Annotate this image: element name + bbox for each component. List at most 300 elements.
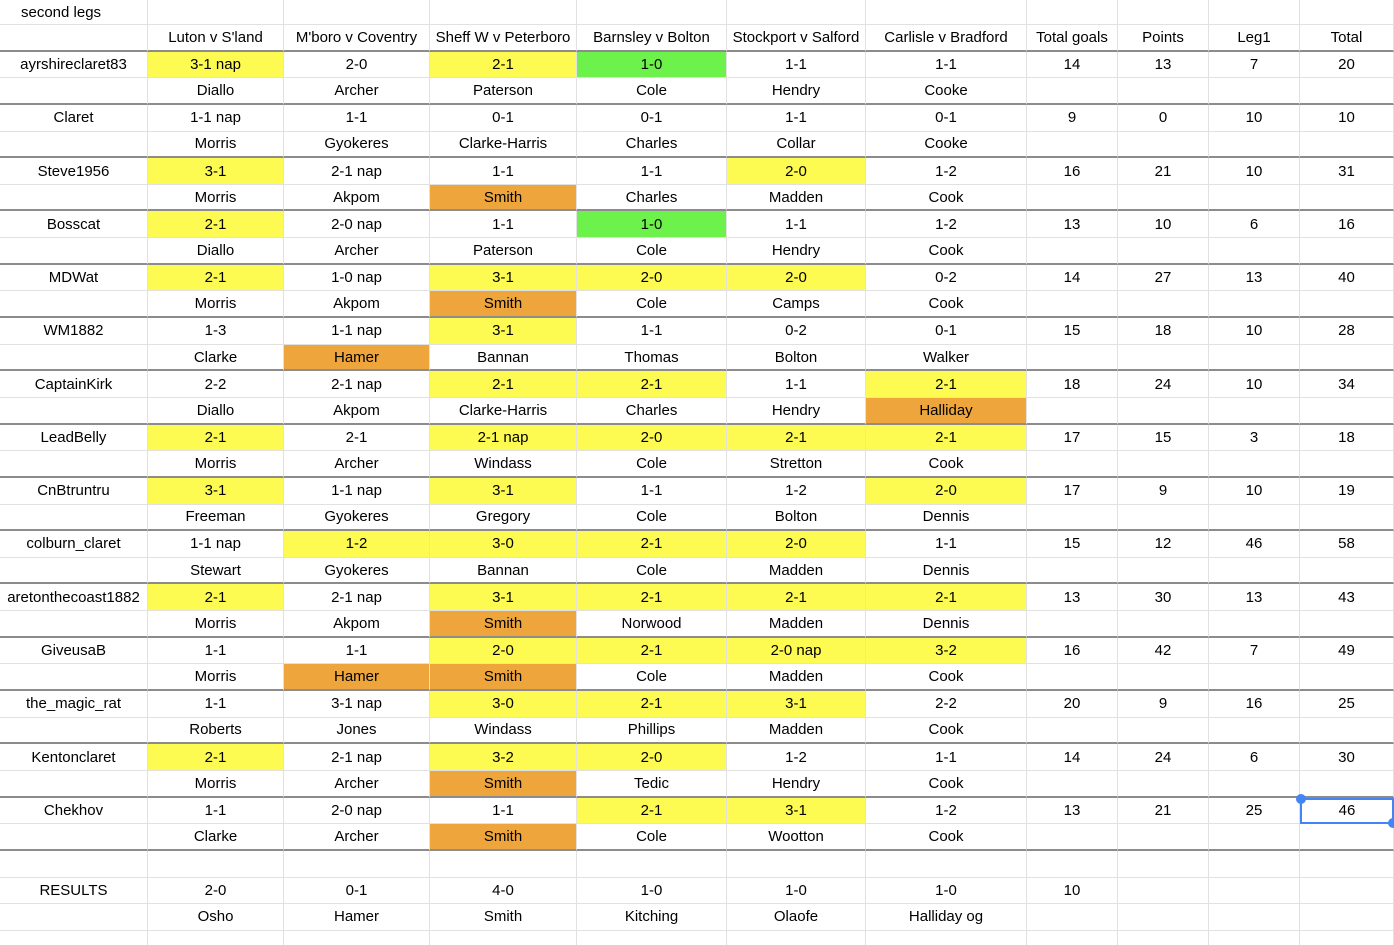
scorer-cell[interactable]: Windass xyxy=(430,451,577,478)
score-cell[interactable]: 1-1 xyxy=(727,105,866,132)
scorer-cell[interactable]: Cook xyxy=(866,451,1027,478)
empty-stat-cell[interactable] xyxy=(1209,345,1300,372)
player-name-cell[interactable]: CnBtruntru xyxy=(0,478,148,505)
scorer-cell[interactable]: Smith xyxy=(430,771,577,798)
scorer-cell[interactable]: Halliday xyxy=(866,398,1027,425)
empty-stat-cell[interactable] xyxy=(1209,558,1300,585)
scorer-cell[interactable]: Gregory xyxy=(430,505,577,532)
empty-cell[interactable] xyxy=(430,851,577,878)
empty-name-cell[interactable] xyxy=(0,451,148,478)
scorer-cell[interactable]: Akpom xyxy=(284,398,430,425)
empty-stat-cell[interactable] xyxy=(1118,398,1209,425)
score-cell[interactable]: 1-1 xyxy=(430,211,577,238)
score-cell[interactable]: 1-1 nap xyxy=(284,478,430,505)
score-cell[interactable]: 1-1 xyxy=(148,798,284,825)
scorer-cell[interactable]: Hamer xyxy=(284,664,430,691)
stat-cell[interactable]: 20 xyxy=(1027,691,1118,718)
score-cell[interactable]: 1-0 nap xyxy=(284,265,430,292)
empty-cell[interactable] xyxy=(1209,931,1300,945)
empty-stat-cell[interactable] xyxy=(1209,664,1300,691)
empty-stat-cell[interactable] xyxy=(1027,78,1118,105)
scorer-cell[interactable]: Diallo xyxy=(148,78,284,105)
empty-stat-cell[interactable] xyxy=(1027,558,1118,585)
scorer-cell[interactable]: Freeman xyxy=(148,505,284,532)
player-name-cell[interactable]: WM1882 xyxy=(0,318,148,345)
stat-cell[interactable]: 42 xyxy=(1118,638,1209,665)
scorer-cell[interactable]: Clarke xyxy=(148,345,284,372)
scorer-cell[interactable]: Cole xyxy=(577,451,727,478)
empty-stat-cell[interactable] xyxy=(1209,291,1300,318)
scorer-cell[interactable]: Smith xyxy=(430,611,577,638)
empty-cell[interactable] xyxy=(284,931,430,945)
score-cell[interactable]: 3-0 xyxy=(430,531,577,558)
empty-stat-cell[interactable] xyxy=(1118,505,1209,532)
empty-stat-cell[interactable] xyxy=(1300,824,1394,851)
result-scorer-cell[interactable]: Osho xyxy=(148,904,284,931)
scorer-cell[interactable]: Hendry xyxy=(727,398,866,425)
stat-cell[interactable]: 15 xyxy=(1118,425,1209,452)
empty-name-cell[interactable] xyxy=(0,824,148,851)
score-cell[interactable]: 1-2 xyxy=(866,211,1027,238)
score-cell[interactable]: 2-0 nap xyxy=(284,211,430,238)
empty-stat-cell[interactable] xyxy=(1118,345,1209,372)
result-scorer-cell[interactable]: Hamer xyxy=(284,904,430,931)
scorer-cell[interactable]: Hamer xyxy=(284,345,430,372)
empty-cell[interactable] xyxy=(284,0,430,25)
stat-cell[interactable]: 25 xyxy=(1300,691,1394,718)
scorer-cell[interactable]: Cole xyxy=(577,824,727,851)
score-cell[interactable]: 2-0 xyxy=(430,638,577,665)
result-scorer-cell[interactable]: Halliday og xyxy=(866,904,1027,931)
score-cell[interactable]: 3-1 xyxy=(430,265,577,292)
column-header-carlisle[interactable]: Carlisle v Bradford xyxy=(866,25,1027,52)
empty-cell[interactable] xyxy=(1118,851,1209,878)
score-cell[interactable]: 3-1 xyxy=(430,478,577,505)
empty-cell[interactable] xyxy=(1300,0,1394,25)
scorer-cell[interactable]: Windass xyxy=(430,718,577,745)
score-cell[interactable]: 1-2 xyxy=(727,478,866,505)
score-cell[interactable]: 2-0 xyxy=(284,52,430,79)
empty-stat-cell[interactable] xyxy=(1300,238,1394,265)
empty-stat-cell[interactable] xyxy=(1300,185,1394,212)
score-cell[interactable]: 1-1 nap xyxy=(148,105,284,132)
empty-cell[interactable] xyxy=(1209,851,1300,878)
player-name-cell[interactable]: aretonthecoast1882 xyxy=(0,584,148,611)
score-cell[interactable]: 2-1 xyxy=(148,744,284,771)
stat-cell[interactable]: 12 xyxy=(1118,531,1209,558)
scorer-cell[interactable]: Tedic xyxy=(577,771,727,798)
empty-stat-cell[interactable] xyxy=(1118,558,1209,585)
stat-cell[interactable]: 7 xyxy=(1209,52,1300,79)
result-score-cell[interactable]: 1-0 xyxy=(727,878,866,905)
score-cell[interactable]: 0-1 xyxy=(866,105,1027,132)
result-scorer-cell[interactable]: Olaofe xyxy=(727,904,866,931)
stat-cell[interactable]: 10 xyxy=(1209,478,1300,505)
empty-cell[interactable] xyxy=(284,851,430,878)
score-cell[interactable]: 3-1 xyxy=(727,691,866,718)
empty-stat-cell[interactable] xyxy=(1118,238,1209,265)
score-cell[interactable]: 1-1 nap xyxy=(284,318,430,345)
scorer-cell[interactable]: Charles xyxy=(577,398,727,425)
score-cell[interactable]: 2-0 xyxy=(577,744,727,771)
scorer-cell[interactable]: Cook xyxy=(866,824,1027,851)
empty-stat-cell[interactable] xyxy=(1209,238,1300,265)
empty-stat-cell[interactable] xyxy=(1118,904,1209,931)
empty-stat-cell[interactable] xyxy=(1300,78,1394,105)
score-cell[interactable]: 1-1 xyxy=(727,371,866,398)
stat-cell[interactable]: 15 xyxy=(1027,318,1118,345)
score-cell[interactable]: 2-1 nap xyxy=(284,158,430,185)
empty-cell[interactable] xyxy=(727,851,866,878)
empty-cell[interactable] xyxy=(866,851,1027,878)
empty-stat-cell[interactable] xyxy=(1118,824,1209,851)
score-cell[interactable]: 1-0 xyxy=(577,52,727,79)
score-cell[interactable]: 2-0 xyxy=(727,158,866,185)
empty-stat-cell[interactable] xyxy=(1300,505,1394,532)
scorer-cell[interactable]: Morris xyxy=(148,664,284,691)
score-cell[interactable]: 3-0 xyxy=(430,691,577,718)
scorer-cell[interactable]: Cole xyxy=(577,505,727,532)
empty-stat-cell[interactable] xyxy=(1300,878,1394,905)
result-scorer-cell[interactable]: Smith xyxy=(430,904,577,931)
stat-cell[interactable]: 6 xyxy=(1209,211,1300,238)
empty-stat-cell[interactable] xyxy=(1209,132,1300,159)
column-header-mboro[interactable]: M'boro v Coventry xyxy=(284,25,430,52)
empty-stat-cell[interactable] xyxy=(1027,291,1118,318)
empty-stat-cell[interactable] xyxy=(1118,132,1209,159)
stat-cell[interactable]: 7 xyxy=(1209,638,1300,665)
empty-stat-cell[interactable] xyxy=(1209,878,1300,905)
empty-stat-cell[interactable] xyxy=(1209,611,1300,638)
empty-name-cell[interactable] xyxy=(0,611,148,638)
score-cell[interactable]: 2-1 xyxy=(577,584,727,611)
empty-stat-cell[interactable] xyxy=(1300,558,1394,585)
scorer-cell[interactable]: Smith xyxy=(430,824,577,851)
result-scorer-cell[interactable]: Kitching xyxy=(577,904,727,931)
column-header-barnsley[interactable]: Barnsley v Bolton xyxy=(577,25,727,52)
empty-name-cell[interactable] xyxy=(0,238,148,265)
player-name-cell[interactable]: ayrshireclaret83 xyxy=(0,52,148,79)
empty-stat-cell[interactable] xyxy=(1118,771,1209,798)
scorer-cell[interactable]: Phillips xyxy=(577,718,727,745)
result-score-cell[interactable]: 0-1 xyxy=(284,878,430,905)
score-cell[interactable]: 1-1 xyxy=(284,105,430,132)
score-cell[interactable]: 1-1 xyxy=(148,691,284,718)
score-cell[interactable]: 2-1 xyxy=(727,584,866,611)
stat-cell[interactable]: 49 xyxy=(1300,638,1394,665)
empty-stat-cell[interactable] xyxy=(1300,132,1394,159)
scorer-cell[interactable]: Archer xyxy=(284,451,430,478)
score-cell[interactable]: 1-1 nap xyxy=(148,531,284,558)
scorer-cell[interactable]: Cooke xyxy=(866,78,1027,105)
score-cell[interactable]: 3-1 xyxy=(148,478,284,505)
empty-cell[interactable] xyxy=(577,0,727,25)
scorer-cell[interactable]: Akpom xyxy=(284,291,430,318)
empty-cell[interactable] xyxy=(727,0,866,25)
score-cell[interactable]: 1-1 xyxy=(866,744,1027,771)
score-cell[interactable]: 2-1 xyxy=(430,371,577,398)
score-cell[interactable]: 0-1 xyxy=(577,105,727,132)
stat-cell[interactable]: 6 xyxy=(1209,744,1300,771)
score-cell[interactable]: 2-1 xyxy=(866,371,1027,398)
empty-stat-cell[interactable] xyxy=(1027,505,1118,532)
stat-cell[interactable]: 10 xyxy=(1209,158,1300,185)
empty-stat-cell[interactable] xyxy=(1118,878,1209,905)
scorer-cell[interactable]: Bannan xyxy=(430,345,577,372)
empty-stat-cell[interactable] xyxy=(1118,718,1209,745)
empty-cell[interactable] xyxy=(1118,931,1209,945)
scorer-cell[interactable]: Cooke xyxy=(866,132,1027,159)
empty-cell[interactable] xyxy=(866,0,1027,25)
score-cell[interactable]: 2-1 nap xyxy=(284,371,430,398)
empty-name-cell[interactable] xyxy=(0,771,148,798)
empty-stat-cell[interactable] xyxy=(1209,904,1300,931)
score-cell[interactable]: 2-1 xyxy=(577,531,727,558)
scorer-cell[interactable]: Gyokeres xyxy=(284,558,430,585)
score-cell[interactable]: 2-0 nap xyxy=(727,638,866,665)
stat-cell[interactable]: 10 xyxy=(1209,371,1300,398)
empty-stat-cell[interactable] xyxy=(1027,451,1118,478)
scorer-cell[interactable]: Morris xyxy=(148,185,284,212)
result-score-cell[interactable]: 1-0 xyxy=(577,878,727,905)
score-cell[interactable]: 1-1 xyxy=(727,52,866,79)
scorer-cell[interactable]: Madden xyxy=(727,718,866,745)
result-score-cell[interactable]: 4-0 xyxy=(430,878,577,905)
scorer-cell[interactable]: Archer xyxy=(284,238,430,265)
scorer-cell[interactable]: Roberts xyxy=(148,718,284,745)
empty-stat-cell[interactable] xyxy=(1209,771,1300,798)
scorer-cell[interactable]: Archer xyxy=(284,824,430,851)
stat-cell[interactable]: 28 xyxy=(1300,318,1394,345)
empty-name-cell[interactable] xyxy=(0,132,148,159)
column-header-sheffw[interactable]: Sheff W v Peterboro xyxy=(430,25,577,52)
empty-cell[interactable] xyxy=(148,851,284,878)
stat-cell[interactable]: 18 xyxy=(1300,425,1394,452)
score-cell[interactable]: 1-1 xyxy=(430,158,577,185)
scorer-cell[interactable]: Collar xyxy=(727,132,866,159)
scorer-cell[interactable]: Smith xyxy=(430,185,577,212)
empty-cell[interactable] xyxy=(1300,931,1394,945)
scorer-cell[interactable]: Morris xyxy=(148,132,284,159)
empty-stat-cell[interactable] xyxy=(1300,345,1394,372)
scorer-cell[interactable]: Cook xyxy=(866,718,1027,745)
scorer-cell[interactable]: Madden xyxy=(727,664,866,691)
empty-cell[interactable] xyxy=(430,931,577,945)
scorer-cell[interactable]: Cole xyxy=(577,664,727,691)
score-cell[interactable]: 3-1 nap xyxy=(284,691,430,718)
empty-stat-cell[interactable] xyxy=(1209,451,1300,478)
result-score-cell[interactable]: 1-0 xyxy=(866,878,1027,905)
result-total-goals-cell[interactable]: 10 xyxy=(1027,878,1118,905)
score-cell[interactable]: 1-1 xyxy=(430,798,577,825)
score-cell[interactable]: 3-1 xyxy=(148,158,284,185)
scorer-cell[interactable]: Morris xyxy=(148,771,284,798)
score-cell[interactable]: 2-0 xyxy=(727,265,866,292)
player-name-cell[interactable]: Kentonclaret xyxy=(0,744,148,771)
stat-cell[interactable]: 9 xyxy=(1118,478,1209,505)
empty-stat-cell[interactable] xyxy=(1027,824,1118,851)
scorer-cell[interactable]: Hendry xyxy=(727,78,866,105)
empty-stat-cell[interactable] xyxy=(1027,771,1118,798)
scorer-cell[interactable]: Akpom xyxy=(284,611,430,638)
stat-cell[interactable]: 40 xyxy=(1300,265,1394,292)
scorer-cell[interactable]: Cole xyxy=(577,558,727,585)
scorer-cell[interactable]: Paterson xyxy=(430,238,577,265)
stat-cell[interactable]: 10 xyxy=(1300,105,1394,132)
score-cell[interactable]: 2-1 xyxy=(577,691,727,718)
empty-cell[interactable] xyxy=(148,0,284,25)
score-cell[interactable]: 1-2 xyxy=(727,744,866,771)
scorer-cell[interactable]: Madden xyxy=(727,185,866,212)
scorer-cell[interactable]: Cook xyxy=(866,238,1027,265)
scorer-cell[interactable]: Smith xyxy=(430,291,577,318)
scorer-cell[interactable]: Bolton xyxy=(727,505,866,532)
empty-stat-cell[interactable] xyxy=(1118,611,1209,638)
empty-stat-cell[interactable] xyxy=(1027,664,1118,691)
empty-stat-cell[interactable] xyxy=(1300,291,1394,318)
scorer-cell[interactable]: Clarke xyxy=(148,824,284,851)
column-header-points[interactable]: Points xyxy=(1118,25,1209,52)
scorer-cell[interactable]: Wootton xyxy=(727,824,866,851)
score-cell[interactable]: 2-2 xyxy=(866,691,1027,718)
stat-cell[interactable]: 18 xyxy=(1118,318,1209,345)
player-name-cell[interactable]: GiveusaB xyxy=(0,638,148,665)
scorer-cell[interactable]: Cole xyxy=(577,291,727,318)
empty-name-cell[interactable] xyxy=(0,345,148,372)
empty-stat-cell[interactable] xyxy=(1027,132,1118,159)
empty-cell[interactable] xyxy=(0,851,148,878)
stat-cell[interactable]: 25 xyxy=(1209,798,1300,825)
score-cell[interactable]: 2-1 xyxy=(148,211,284,238)
score-cell[interactable]: 1-1 xyxy=(866,52,1027,79)
column-header-leg1[interactable]: Leg1 xyxy=(1209,25,1300,52)
score-cell[interactable]: 2-1 nap xyxy=(430,425,577,452)
scorer-cell[interactable]: Jones xyxy=(284,718,430,745)
score-cell[interactable]: 3-1 nap xyxy=(148,52,284,79)
empty-stat-cell[interactable] xyxy=(1209,398,1300,425)
score-cell[interactable]: 2-1 xyxy=(866,425,1027,452)
empty-cell[interactable] xyxy=(148,931,284,945)
score-cell[interactable]: 1-1 xyxy=(577,318,727,345)
score-cell[interactable]: 3-1 xyxy=(430,584,577,611)
empty-cell[interactable] xyxy=(1027,0,1118,25)
player-name-cell[interactable]: Claret xyxy=(0,105,148,132)
scorer-cell[interactable]: Archer xyxy=(284,78,430,105)
stat-cell[interactable]: 18 xyxy=(1027,371,1118,398)
score-cell[interactable]: 2-0 xyxy=(727,531,866,558)
stat-cell[interactable]: 13 xyxy=(1209,265,1300,292)
score-cell[interactable]: 1-2 xyxy=(866,158,1027,185)
empty-stat-cell[interactable] xyxy=(1027,718,1118,745)
player-name-cell[interactable]: Steve1956 xyxy=(0,158,148,185)
score-cell[interactable]: 2-1 xyxy=(727,425,866,452)
empty-cell[interactable] xyxy=(727,931,866,945)
scorer-cell[interactable]: Morris xyxy=(148,291,284,318)
score-cell[interactable]: 1-1 xyxy=(577,158,727,185)
scorer-cell[interactable]: Cook xyxy=(866,771,1027,798)
score-cell[interactable]: 2-1 xyxy=(577,798,727,825)
scorer-cell[interactable]: Madden xyxy=(727,558,866,585)
stat-cell[interactable]: 16 xyxy=(1300,211,1394,238)
scorer-cell[interactable]: Clarke-Harris xyxy=(430,398,577,425)
empty-name-cell[interactable] xyxy=(0,291,148,318)
score-cell[interactable]: 2-1 xyxy=(148,584,284,611)
stat-cell[interactable]: 27 xyxy=(1118,265,1209,292)
scorer-cell[interactable]: Paterson xyxy=(430,78,577,105)
scorer-cell[interactable]: Madden xyxy=(727,611,866,638)
score-cell[interactable]: 0-1 xyxy=(866,318,1027,345)
score-cell[interactable]: 2-1 xyxy=(284,425,430,452)
empty-stat-cell[interactable] xyxy=(1118,185,1209,212)
stat-cell[interactable]: 16 xyxy=(1209,691,1300,718)
player-name-cell[interactable]: MDWat xyxy=(0,265,148,292)
scorer-cell[interactable]: Gyokeres xyxy=(284,505,430,532)
empty-stat-cell[interactable] xyxy=(1209,718,1300,745)
score-cell[interactable]: 2-1 xyxy=(148,425,284,452)
empty-cell[interactable] xyxy=(430,0,577,25)
score-cell[interactable]: 2-2 xyxy=(148,371,284,398)
score-cell[interactable]: 0-2 xyxy=(727,318,866,345)
empty-stat-cell[interactable] xyxy=(1300,771,1394,798)
scorer-cell[interactable]: Charles xyxy=(577,185,727,212)
stat-cell[interactable]: 46 xyxy=(1209,531,1300,558)
empty-stat-cell[interactable] xyxy=(1118,451,1209,478)
scorer-cell[interactable]: Clarke-Harris xyxy=(430,132,577,159)
empty-name-cell[interactable] xyxy=(0,398,148,425)
stat-cell[interactable]: 21 xyxy=(1118,798,1209,825)
selection-handle-bottom-right[interactable] xyxy=(1388,818,1394,828)
empty-cell[interactable] xyxy=(1027,851,1118,878)
empty-name-cell[interactable] xyxy=(0,718,148,745)
stat-cell[interactable]: 13 xyxy=(1118,52,1209,79)
scorer-cell[interactable]: Morris xyxy=(148,611,284,638)
results-label-cell[interactable]: RESULTS xyxy=(0,878,148,905)
score-cell[interactable]: 1-0 xyxy=(577,211,727,238)
stat-cell[interactable]: 34 xyxy=(1300,371,1394,398)
stat-cell[interactable]: 16 xyxy=(1027,158,1118,185)
score-cell[interactable]: 2-1 xyxy=(148,265,284,292)
stat-cell[interactable]: 16 xyxy=(1027,638,1118,665)
player-name-cell[interactable]: LeadBelly xyxy=(0,425,148,452)
score-cell[interactable]: 2-1 nap xyxy=(284,744,430,771)
scorer-cell[interactable]: Dennis xyxy=(866,611,1027,638)
empty-name-cell[interactable] xyxy=(0,904,148,931)
stat-cell[interactable]: 13 xyxy=(1027,798,1118,825)
empty-stat-cell[interactable] xyxy=(1300,451,1394,478)
result-score-cell[interactable]: 2-0 xyxy=(148,878,284,905)
scorer-cell[interactable]: Stretton xyxy=(727,451,866,478)
empty-stat-cell[interactable] xyxy=(1209,824,1300,851)
stat-cell[interactable]: 10 xyxy=(1209,318,1300,345)
empty-stat-cell[interactable] xyxy=(1209,78,1300,105)
empty-stat-cell[interactable] xyxy=(1300,904,1394,931)
empty-stat-cell[interactable] xyxy=(1300,398,1394,425)
stat-cell[interactable]: 24 xyxy=(1118,744,1209,771)
score-cell[interactable]: 2-1 xyxy=(866,584,1027,611)
scorer-cell[interactable]: Hendry xyxy=(727,771,866,798)
score-cell[interactable]: 2-1 nap xyxy=(284,584,430,611)
scorer-cell[interactable]: Bolton xyxy=(727,345,866,372)
scorer-cell[interactable]: Walker xyxy=(866,345,1027,372)
scorer-cell[interactable]: Cook xyxy=(866,664,1027,691)
empty-stat-cell[interactable] xyxy=(1118,78,1209,105)
stat-cell[interactable]: 14 xyxy=(1027,52,1118,79)
score-cell[interactable]: 1-1 xyxy=(148,638,284,665)
stat-cell[interactable]: 17 xyxy=(1027,478,1118,505)
score-cell[interactable]: 1-2 xyxy=(866,798,1027,825)
column-header-total-goals[interactable]: Total goals xyxy=(1027,25,1118,52)
empty-name-cell[interactable] xyxy=(0,185,148,212)
